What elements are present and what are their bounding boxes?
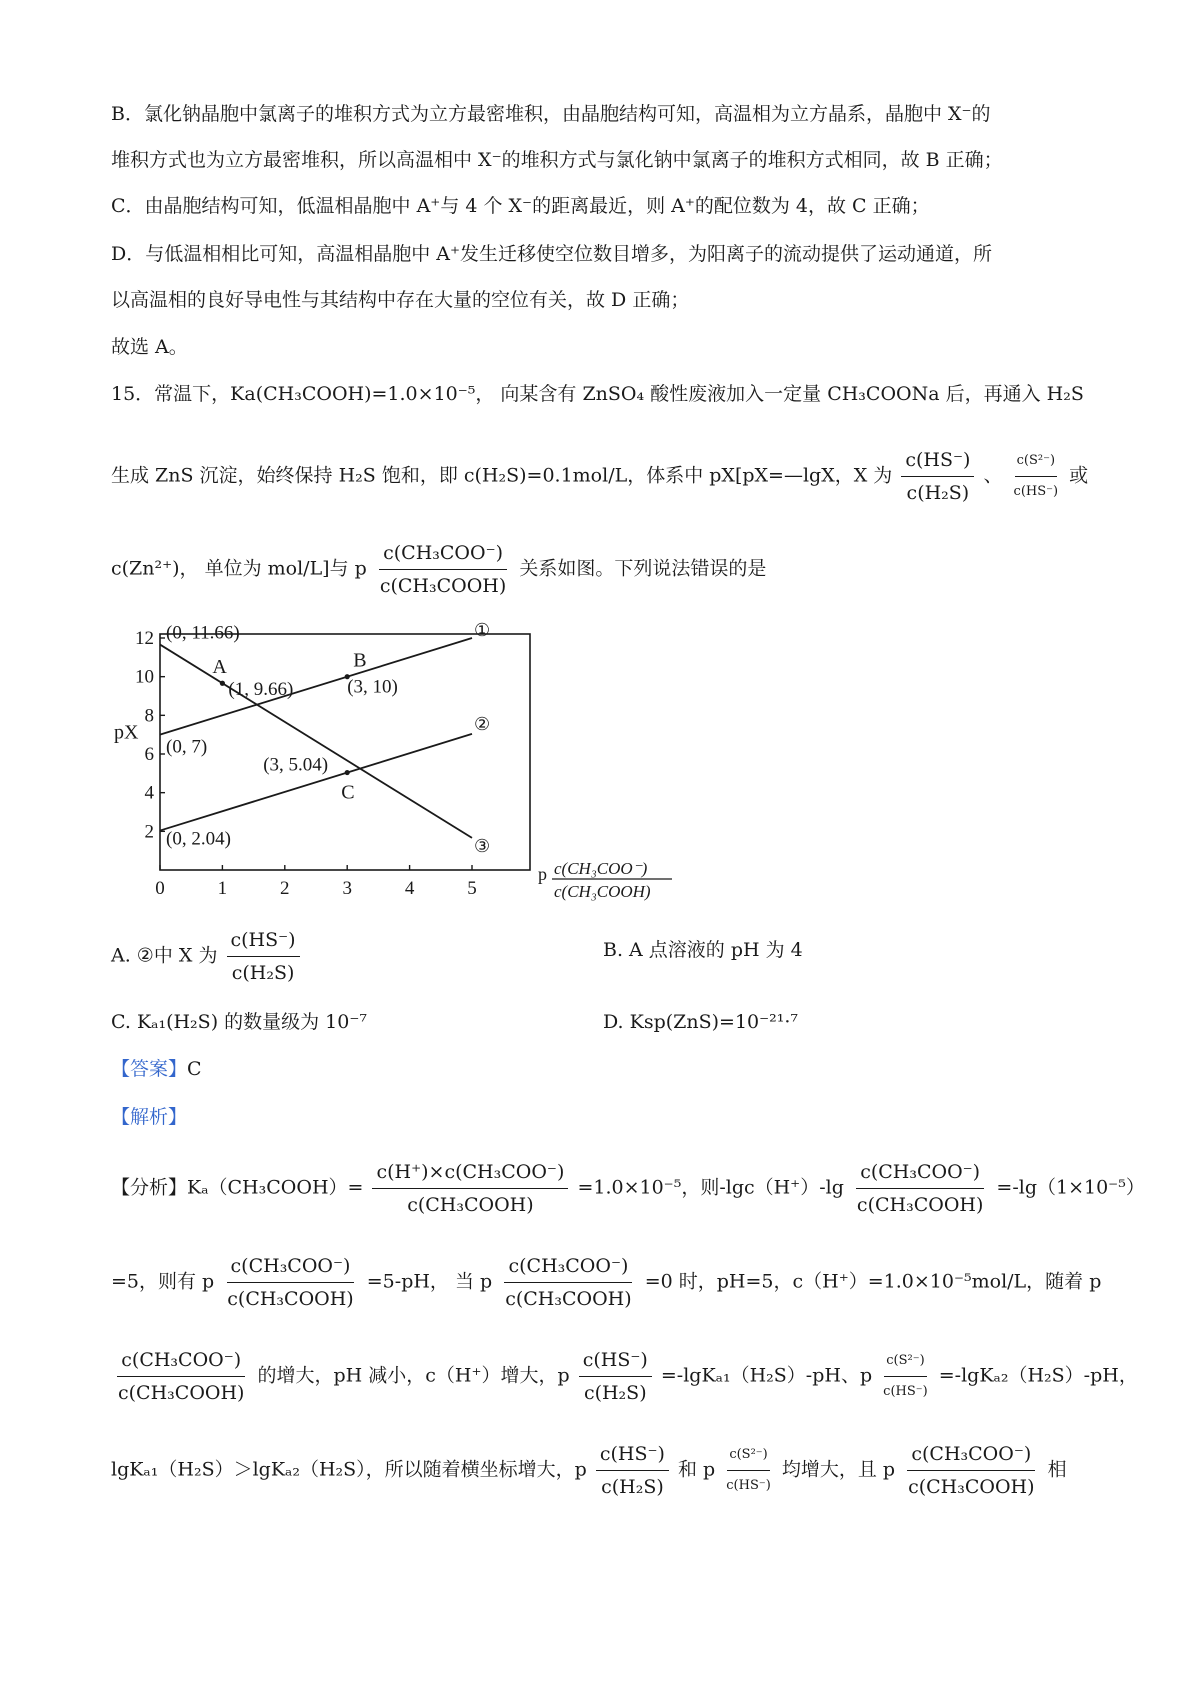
x-tick-label: 5	[467, 878, 477, 899]
y-tick-label: 8	[144, 705, 154, 727]
text-line-b2: 堆积方式也为立方最密堆积，所以高温相中 X⁻的堆积方式与氯化钠中氯离子的堆积方式相同，故 B 正确；	[111, 149, 1003, 171]
x-axis-label-p: p	[538, 864, 547, 884]
text-line-b1: B．氯化钠晶胞中氯离子的堆积方式为立方最密堆积，由晶胞结构可知，高温相为立方晶系，晶胞中 X⁻的	[111, 103, 991, 125]
analysis-line1: 【分析】Kₐ（CH₃COOH）= $\frac{\text{c(H⁺)×c(CH₃COO⁻)}}{\text{c(CH₃COOH)}}$ =1.0×10⁻⁵，则-lgc（H⁺）-lg $\frac{\text{c(CH₃COO⁻)}}{\text{c(CH₃COOH)}}$ =-lg（1×10⁻⁵）	[111, 1158, 1145, 1219]
text-line-d2: 以高温相的良好导电性与其结构中存在大量的空位有关，故 D 正确；	[111, 289, 690, 311]
y-tick-label: 4	[144, 782, 154, 804]
option-c: C. Kₐ₁(H₂S) 的数量级为 10⁻⁷	[111, 1011, 368, 1033]
y-axis-label: pX	[114, 721, 139, 744]
text-line-choose: 故选 A。	[111, 336, 188, 358]
option-b: B. A 点溶液的 pH 为 4	[603, 939, 803, 961]
point-coordinate-label: (3, 10)	[347, 676, 398, 698]
x-tick-label: 0	[155, 878, 165, 899]
y-tick-label: 2	[144, 821, 154, 843]
option-a: A. ②中 X 为 $\frac{c(HS^-)}{\text{c(H₂S)}}$	[111, 926, 303, 987]
x-tick-label: 2	[280, 878, 290, 899]
fraction-s-hs: $\frac{\text{c(S²⁻)}}{c(HS^-)}$	[1012, 447, 1061, 506]
analysis-line4: lgKₐ₁（H₂S）＞lgKₐ₂（H₂S），所以随着横坐标增大，p $\frac{c(HS^-)}{\text{c(H₂S)}}$ 和 p $\frac{\text{c(S²⁻)}}{c(HS^-)}$ 均增大，且 p $\frac{\text{c(CH₃COO⁻)}}{\text{c(CH₃COOH)}}$ 相	[111, 1440, 1067, 1501]
y-tick-label: 6	[144, 744, 154, 765]
analysis-line3: $\frac{\text{c(CH₃COO⁻)}}{\text{c(CH₃COOH)}}$ 的增大，pH 减小，c（H⁺）增大，p $\frac{c(HS^-)}{\text{c(H₂S)}}$ =-lgKₐ₁（H₂S）-pH、p $\frac{\text{c(S²⁻)}}{c(HS^-)}$ =-lgKₐ₂（H₂S）-pH，	[111, 1346, 1138, 1407]
fraction-acetate: $\frac{\text{c(CH₃COO⁻)}}{\text{c(CH₃COOH)}}$	[376, 539, 510, 600]
series-line	[160, 638, 472, 735]
q15-line2-text: 生成 ZnS 沉淀，始终保持 H₂S 饱和，即 c(H₂S)=0.1mol/L，体系中 pX[pX=—lgX，X 为	[111, 464, 893, 487]
x-axis-label-den: c(CH₃COOH)	[554, 882, 651, 901]
question-15-line2: 生成 ZnS 沉淀，始终保持 H₂S 饱和，即 c(H₂S)=0.1mol/L，体系中 pX[pX=—lgX，X 为 $\frac{c(HS^-)}{\text{c(H₂S)}}$ 、 $\frac{\text{c(S²⁻)}}{c(HS^-)}$ 或	[111, 446, 1088, 507]
series-name-label: ③	[474, 835, 491, 856]
question-15-line1: 15．常温下，Ka(CH₃COOH)=1.0×10⁻⁵， 向某含有 ZnSO₄ 酸性废液加入一定量 CH₃COONa 后，再通入 H₂S	[111, 383, 1084, 405]
point-letter: A	[212, 656, 227, 679]
x-tick-label: 3	[342, 878, 352, 899]
analysis-label: 【解析】	[111, 1106, 188, 1128]
intercept-label: (0, 7)	[166, 736, 208, 758]
point-letter: B	[353, 649, 367, 672]
y-tick-label: 10	[135, 666, 154, 688]
intercept-label: (0, 2.04)	[166, 828, 231, 850]
text-line-d1: D．与低温相相比可知，高温相晶胞中 A⁺发生迁移使空位数目增多，为阳离子的流动提供了运动通道，所	[111, 243, 993, 265]
x-tick-label: 1	[217, 878, 228, 899]
point-letter: C	[341, 781, 355, 804]
fraction-hs-h2s: $\frac{c(HS^-)}{\text{c(H₂S)}}$	[901, 446, 974, 507]
point-coordinate-label: (1, 9.66)	[228, 679, 294, 701]
data-point	[220, 681, 225, 686]
text-line-c1: C．由晶胞结构可知，低温相晶胞中 A⁺与 4 个 X⁻的距离最近，则 A⁺的配位数为 4，故 C 正确；	[111, 195, 930, 217]
analysis-line2: =5，则有 p $\frac{\text{c(CH₃COO⁻)}}{\text{c(CH₃COOH)}}$ =5-pH， 当 p $\frac{\text{c(CH₃COO⁻)}}{\text{c(CH₃COOH)}}$ =0 时，pH=5，c（H⁺）=1.0×10⁻⁵mol/L，随着 p	[111, 1252, 1101, 1313]
point-coordinate-label: (3, 5.04)	[263, 754, 329, 776]
answer-value: C	[187, 1058, 202, 1080]
series-name-label: ①	[474, 620, 491, 640]
intercept-label: (0, 11.66)	[166, 622, 240, 644]
question-15-line3: c(Zn²⁺)， 单位为 mol/L]与 p $\frac{\text{c(CH₃COO⁻)}}{\text{c(CH₃COOH)}}$ 关系如图。下列说法错误的是	[111, 539, 766, 600]
ka-fraction: $\frac{\text{c(H⁺)×c(CH₃COO⁻)}}{\text{c(CH₃COOH)}}$	[372, 1158, 568, 1219]
series-name-label: ②	[474, 713, 491, 734]
x-tick-label: 4	[404, 878, 415, 899]
option-d: D. Ksp(ZnS)=10⁻²¹·⁷	[603, 1011, 799, 1033]
answer-line	[111, 1055, 202, 1083]
option-a-fraction: $\frac{c(HS^-)}{\text{c(H₂S)}}$	[227, 926, 300, 987]
x-axis-label-num: c(CH₃COO⁻)	[554, 859, 648, 878]
data-point	[345, 770, 350, 775]
answer-label: 【答案】	[111, 1058, 188, 1080]
px-vs-p-ratio-chart	[110, 620, 651, 910]
y-tick-label: 12	[135, 628, 154, 649]
